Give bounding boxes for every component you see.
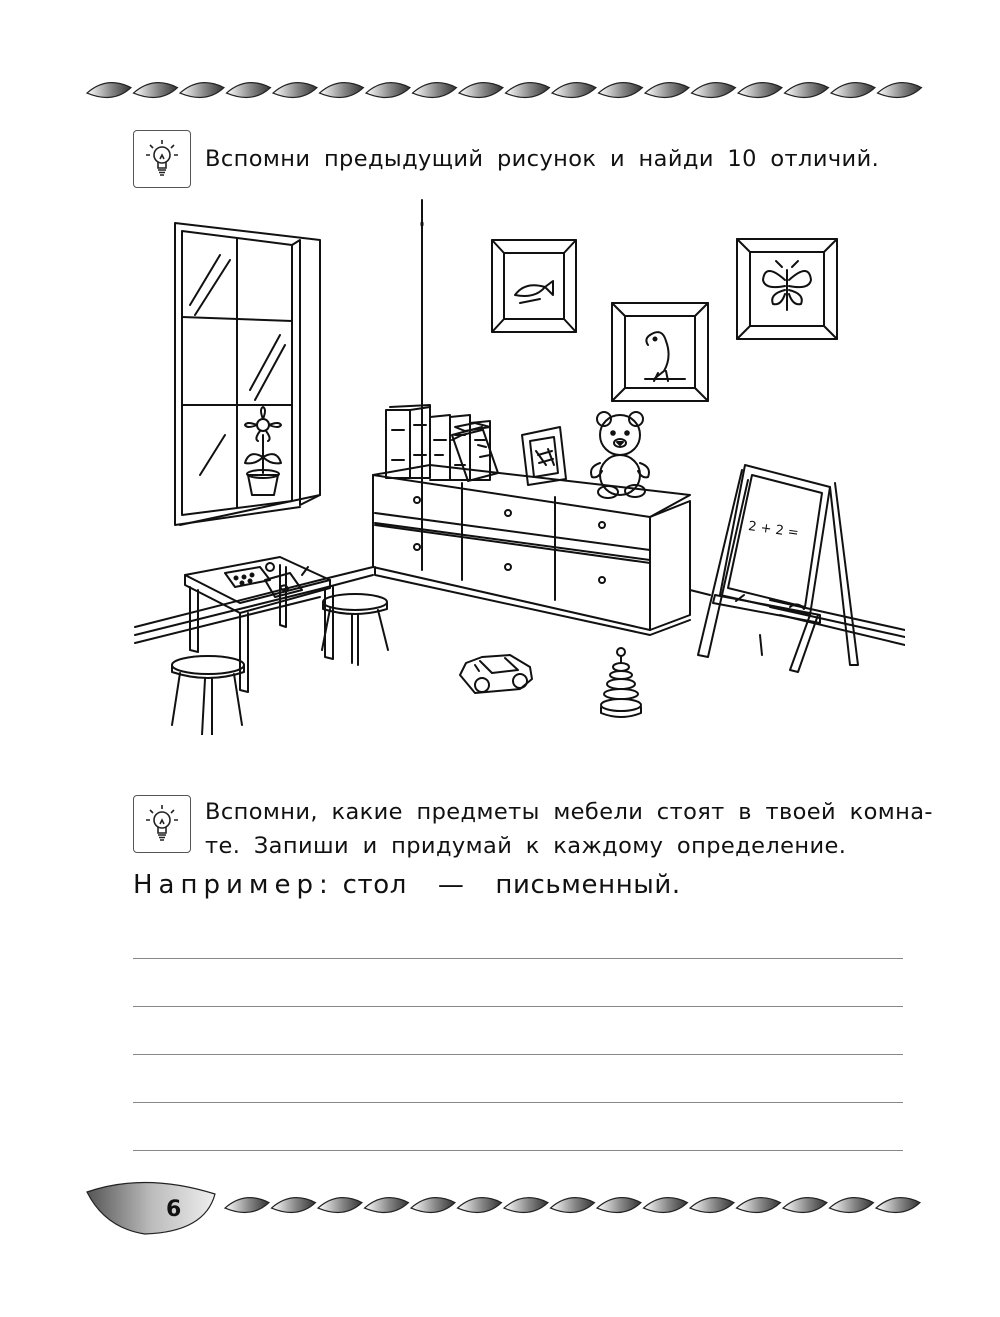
writing-line-3[interactable] — [133, 1054, 903, 1055]
task-2-line-2: те. Запиши и придумай к каждому определение. — [205, 833, 847, 859]
task-2-text — [205, 795, 933, 863]
pyramid-toy — [601, 648, 641, 717]
leaf-ornament — [87, 83, 131, 98]
task-2-line-1: Вспомни, какие предметы мебели стоят в твоей комна- — [205, 799, 933, 825]
stool-left — [172, 656, 244, 735]
leaf-ornament — [134, 83, 178, 98]
writing-line-1[interactable] — [133, 958, 903, 959]
leaf-ornament — [458, 1198, 502, 1213]
leaf-ornament — [413, 83, 457, 98]
leaf-ornament — [830, 1198, 874, 1213]
lightbulb-icon — [133, 795, 191, 853]
blackboard-text: 2 + 2 = — [747, 519, 800, 541]
room-illustration — [130, 195, 905, 735]
leaf-ornament — [504, 1198, 548, 1213]
task-1-text: Вспомни предыдущий рисунок и найди 10 отличий. — [205, 146, 880, 172]
flower-pot — [245, 407, 281, 495]
leaf-ornament — [876, 1198, 920, 1213]
top-leaf-border — [85, 75, 935, 111]
leaf-ornament — [690, 1198, 734, 1213]
window — [175, 223, 320, 525]
leaf-ornament — [785, 83, 829, 98]
leaf-ornament — [365, 1198, 409, 1213]
example-dash: — — [437, 870, 465, 900]
writing-line-5[interactable] — [133, 1150, 903, 1151]
leaf-ornament — [227, 83, 271, 98]
leaf-ornament — [738, 83, 782, 98]
leaf-ornament — [506, 83, 550, 98]
toy-car — [460, 655, 532, 693]
bottom-leaf-border — [85, 1178, 935, 1238]
task-2 — [133, 795, 933, 863]
leaf-ornament — [318, 1198, 362, 1213]
leaf-ornament — [878, 83, 922, 98]
writing-line-2[interactable] — [133, 1006, 903, 1007]
books — [386, 405, 490, 480]
example-line — [133, 870, 681, 900]
leaf-ornament — [692, 83, 736, 98]
leaf-ornament — [320, 83, 364, 98]
example-word: стол — [342, 870, 408, 900]
task-1 — [133, 130, 879, 188]
dresser — [373, 465, 690, 635]
picture-butterfly — [737, 239, 837, 339]
leaf-ornament — [180, 83, 224, 98]
leaf-ornament — [272, 1198, 316, 1213]
easel — [698, 465, 858, 672]
leaf-ornament — [644, 1198, 688, 1213]
leaf-ornament — [366, 83, 410, 98]
leaf-ornament — [645, 83, 689, 98]
leaf-ornament — [597, 1198, 641, 1213]
leaf-ornament — [551, 1198, 595, 1213]
leaf-ornament — [737, 1198, 781, 1213]
page-number: 6 — [166, 1197, 182, 1222]
leaf-ornament — [552, 83, 596, 98]
leaf-ornament — [599, 83, 643, 98]
leaf-ornament — [459, 83, 503, 98]
page-number-leaf — [87, 1182, 215, 1234]
example-label: Например: — [133, 870, 334, 900]
leaf-ornament — [783, 1198, 827, 1213]
leaf-ornament — [411, 1198, 455, 1213]
leaf-ornament — [273, 83, 317, 98]
picture-parrot — [612, 303, 708, 401]
example-definition: письменный. — [495, 870, 681, 900]
leaf-ornament — [225, 1198, 269, 1213]
lightbulb-icon — [133, 130, 191, 188]
stool-right — [322, 594, 388, 665]
leaf-ornament — [831, 83, 875, 98]
writing-line-4[interactable] — [133, 1102, 903, 1103]
picture-fish — [492, 240, 576, 332]
